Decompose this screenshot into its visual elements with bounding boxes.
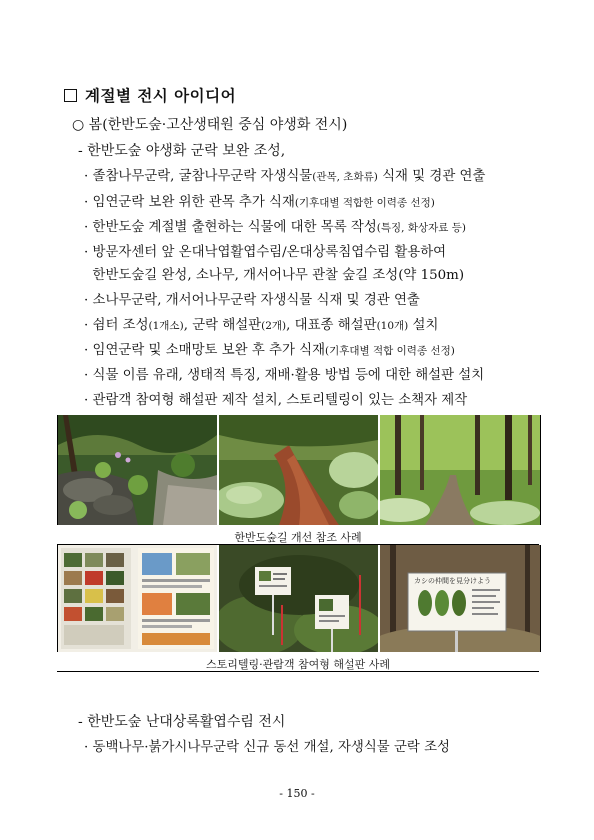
list-item: · 관람객 참여형 해설판 제작 설치, 스토리텔링이 있는 소책자 제작: [84, 393, 468, 408]
list-item-continued: 한반도숲길 완성, 소나무, 개서어나무 관찰 숲길 조성(약 150m): [84, 268, 465, 283]
photo-wood-chip-trail: [219, 415, 378, 525]
photo-row-1: [57, 415, 541, 525]
section-heading: 계절별 전시 아이디어: [64, 84, 236, 106]
sign-title: カシの仲間を見分けよう: [414, 577, 491, 585]
spring-title: ○ 봄(한반도숲·고산생태원 중심 야생화 전시): [72, 117, 348, 133]
sub-heading-1: - 한반도숲 야생화 군락 보완 조성,: [78, 143, 286, 159]
list-item: · 졸참나무군락, 굴참나무군락 자생식물(관목, 초화류) 식재 및 경관 연출: [84, 169, 486, 184]
page-number: - 150 -: [279, 787, 315, 800]
photo-rock-garden-path: [58, 415, 217, 525]
list-item: · 방문자센터 앞 온대낙엽활엽수림/온대상록침엽수림 활용하여: [84, 245, 447, 260]
list-item: · 소나무군락, 개서어나무군락 자생식물 식재 및 경관 연출: [84, 293, 420, 308]
divider: [57, 671, 539, 672]
photo-plant-label-signs: [219, 545, 378, 652]
photo-interpretive-poster: [58, 545, 217, 652]
photo-row-2: [57, 545, 541, 652]
list-item: · 임연군락 및 소매망토 보완 후 추가 식재(기후대별 적합 이력종 선정): [84, 343, 455, 358]
list-item: · 임연군락 보완 위한 관목 추가 식재(기후대별 적합한 이력종 선정): [84, 195, 435, 210]
photo-caption-1: 한반도숲길 개선 참조 사례: [234, 531, 362, 544]
photo-leaf-id-board: [380, 545, 540, 652]
checkbox-square-icon: [64, 89, 77, 102]
list-item: · 동백나무·붉가시나무군락 신규 동선 개설, 자생식물 군락 조성: [84, 740, 450, 755]
list-item: · 쉼터 조성(1개소), 군락 해설판(2개), 대표종 해설판(10개) 설치: [84, 318, 439, 333]
photo-caption-2: 스토리텔링·관람객 참여형 해설판 사례: [205, 658, 390, 671]
list-item: · 한반도숲 계절별 출현하는 식물에 대한 목록 작성(특징, 화상자료 등): [84, 220, 466, 235]
sub-heading-2: - 한반도숲 난대상록활엽수림 전시: [78, 714, 286, 730]
list-item: · 식물 이름 유래, 생태적 특징, 재배·활용 방법 등에 대한 해설판 설치: [84, 368, 485, 383]
photo-forest-trail: [380, 415, 540, 525]
